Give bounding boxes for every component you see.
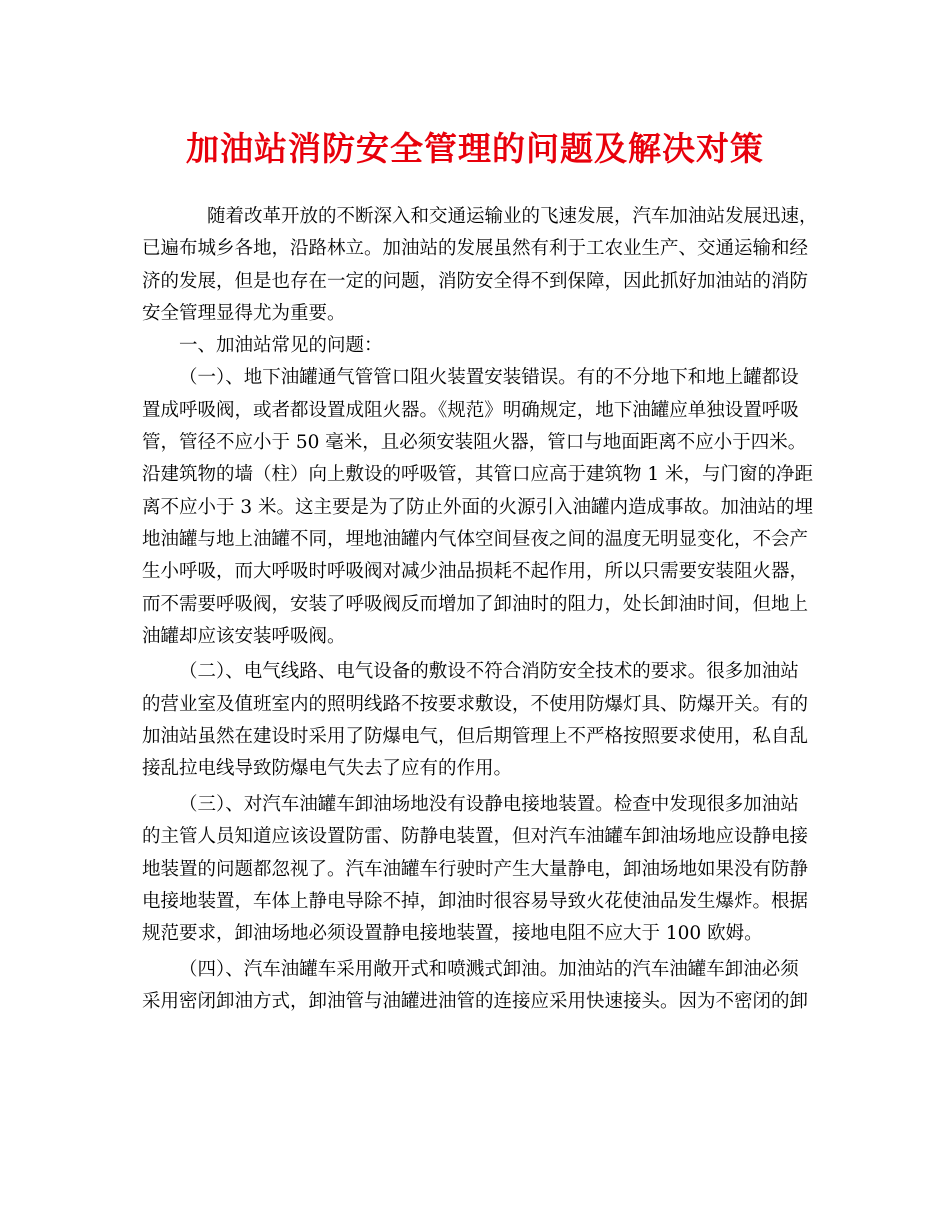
document-body [142, 201, 818, 1018]
page-title: 加油站消防安全管理的问题及解决对策 [186, 129, 764, 168]
section-heading-text: 一、加油站常见的问题： [179, 335, 383, 357]
text-line: 规范要求，卸油场地必须设置静电接地装置，接地电阻不应大于 100 欧姆。 [142, 923, 763, 945]
text-line: （一）、地下油罐通气管管口阻火装置安装错误。有的不分地下和地上罐都设 [179, 367, 799, 389]
text-line: 而不需要呼吸阀，安装了呼吸阀反而增加了卸油时的阻力，处长卸油时间，但地上 [142, 593, 809, 615]
text-line: （二）、电气线路、电气设备的敷设不符合消防安全技术的要求。很多加油站 [179, 661, 799, 683]
paragraph-intro [142, 201, 818, 330]
paragraph-item-3 [142, 789, 810, 950]
section-heading [142, 330, 810, 362]
text-line: 已遍布城乡各地，沿路林立。加油站的发展虽然有利于工农业生产、交通运输和经 [142, 238, 809, 260]
text-line: 油罐却应该安装呼吸阀。 [142, 625, 346, 647]
text-line: 离不应小于 3 米。这主要是为了防止外面的火源引入油罐内造成事故。加油站的埋 [142, 496, 814, 518]
text-line: 济的发展，但是也存在一定的问题，消防安全得不到保障，因此抓好加油站的消防 [142, 270, 809, 292]
text-line: 的营业室及值班室内的照明线路不按要求敷设，不使用防爆灯具、防爆开关。有的 [142, 693, 809, 715]
text-line: 采用密闭卸油方式，卸油管与油罐进油管的连接应采用快速接头。因为不密闭的卸 [142, 991, 809, 1013]
text-line: （三）、对汽车油罐车卸油场地没有设静电接地装置。检查中发现很多加油站 [179, 793, 799, 815]
text-line: 地装置的问题都忽视了。汽车油罐车行驶时产生大量静电，卸油场地如果没有防静 [142, 858, 809, 880]
text-line: 管，管径不应小于 50 毫米，且必须安装阻火器，管口与地面距离不应小于四米。 [142, 432, 807, 454]
text-line: （四）、汽车油罐车采用敞开式和喷溅式卸油。加油站的汽车油罐车卸油必须 [179, 958, 799, 980]
text-line: 生小呼吸，而大呼吸时呼吸阀对减少油品损耗不起作用，所以只需要安装阻火器， [142, 561, 809, 583]
text-line: 沿建筑物的墙（柱）向上敷设的呼吸管，其管口应高于建筑物 1 米，与门窗的净距 [142, 464, 814, 486]
text-line: 置成呼吸阀，或者都设置成阻火器。《规范》明确规定，地下油罐应单独设置呼吸 [142, 399, 799, 421]
text-line: 地油罐与地上油罐不同，埋地油罐内气体空间昼夜之间的温度无明显变化，不会产 [142, 528, 809, 550]
paragraph-item-4 [142, 954, 810, 1019]
text-line: 的主管人员知道应该设置防雷、防静电装置，但对汽车油罐车卸油场地应设静电接 [142, 826, 809, 848]
paragraph-item-1 [142, 362, 814, 653]
paragraph-item-2 [142, 656, 810, 785]
text-line: 电接地装置，车体上静电导除不掉，卸油时很容易导致火花使油品发生爆炸。根据 [142, 890, 809, 912]
text-line: 随着改革开放的不断深入和交通运输业的飞速发展，汽车加油站发展迅速， [207, 206, 818, 227]
text-line: 加油站虽然在建设时采用了防爆电气，但后期管理上不严格按照要求使用，私自乱 [142, 726, 809, 748]
text-line: 安全管理显得尤为重要。 [142, 302, 346, 324]
text-line: 接乱拉电线导致防爆电气失去了应有的作用。 [142, 758, 513, 780]
